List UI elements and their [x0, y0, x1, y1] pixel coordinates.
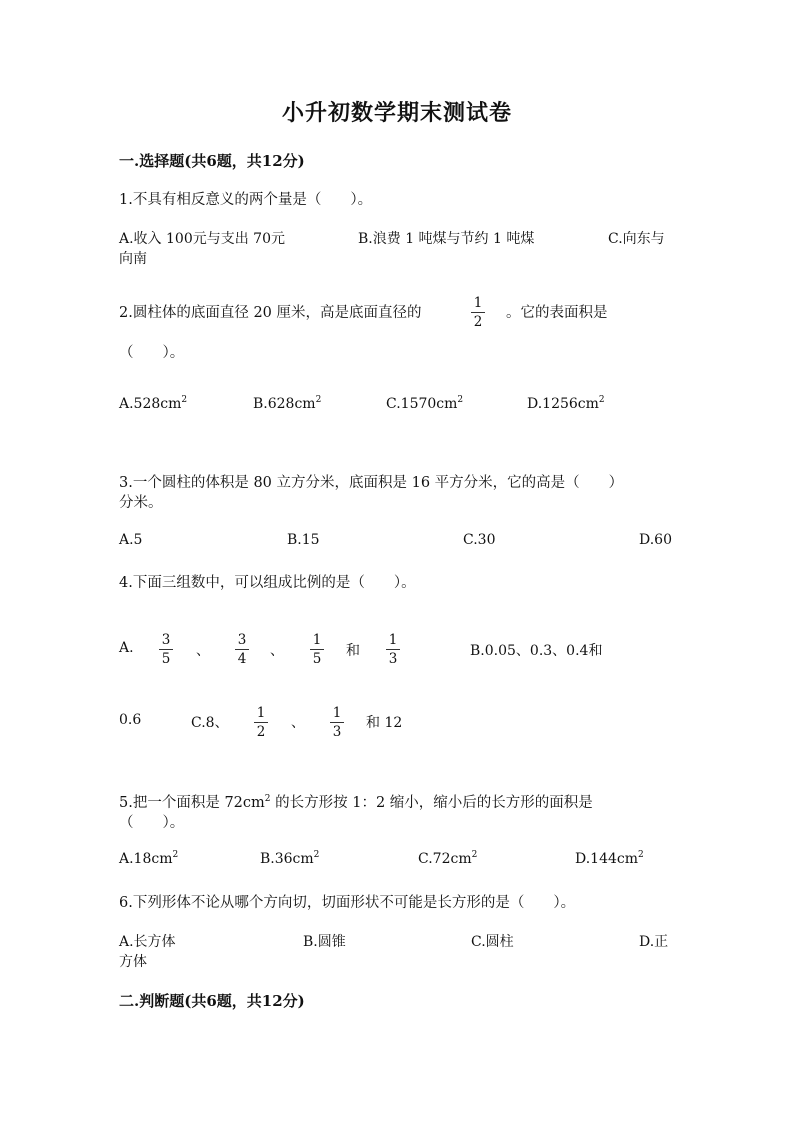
question-2-stem: 2.圆柱体的底面直径 20 厘米，高是底面直径的: [119, 305, 422, 321]
question-4-option-b: B.0.05、0.3、0.4和: [470, 643, 603, 659]
question-5-option-d: $D.144cm^2$: [575, 850, 644, 867]
question-4-option-c-end: 和 12: [366, 715, 403, 731]
question-6-stem: 6.下列形体不论从哪个方向切，切面形状不可能是长方形的是（ ）。: [119, 895, 576, 911]
question-3-option-c: C.30: [463, 532, 496, 548]
question-5-stem-line2: （ ）。: [119, 815, 185, 831]
separator: 、: [291, 715, 305, 731]
question-2-option-c: $C.1570cm^2$: [386, 395, 464, 412]
question-6-option-d: D.正: [639, 934, 669, 950]
section-header-choice: 一.选择题(共6题，共12分): [119, 152, 305, 170]
question-1-option-c: C.向东与: [608, 231, 665, 247]
question-4-option-b-wrap: 0.6: [119, 712, 142, 728]
page-title: 小升初数学期末测试卷: [281, 100, 512, 126]
fraction-numerator: 1: [473, 295, 483, 311]
question-4-option-a-fraction-1: 3 5: [154, 633, 178, 667]
question-6-option-b: B.圆锥: [303, 934, 346, 950]
question-2-stem-line2: （ ）。: [119, 345, 185, 361]
question-4-option-a-fraction-2: 3 4: [230, 633, 254, 667]
question-6-option-c: C.圆柱: [471, 934, 514, 950]
question-4-option-a-label: A.: [119, 640, 134, 656]
question-2-stem-end: 。它的表面积是: [506, 305, 608, 321]
question-2-fraction: [466, 296, 490, 330]
question-6-option-a: A.长方体: [119, 934, 176, 950]
and-word: 和: [346, 643, 360, 659]
question-5-option-c: $C.72cm^2$: [418, 850, 478, 867]
question-4-option-c-label: C.8、: [191, 715, 229, 731]
question-4-option-a-fraction-3: 1 5: [305, 633, 329, 667]
question-4-option-c-fraction-2: 1 3: [325, 706, 349, 740]
question-1-option-c-wrap: 向南: [119, 251, 147, 267]
question-3-option-d: D.60: [639, 532, 672, 548]
question-1-option-a: A.收入 100元与支出 70元: [119, 231, 285, 247]
question-3-stem-line2: 分米。: [119, 495, 163, 511]
question-3-option-b: B.15: [287, 532, 320, 548]
question-5-option-b: $B.36cm^2$: [260, 850, 320, 867]
question-1-stem: 1.不具有相反意义的两个量是（ ）。: [119, 192, 373, 208]
question-5-stem: 5.把一个面积是 $72cm^2$ 的长方形按 1：2 缩小，缩小后的长方形的面积是: [119, 794, 593, 811]
question-2-option-a: $A.528cm^2$: [119, 395, 188, 412]
question-6-option-d-wrap: 方体: [119, 954, 147, 970]
fraction-bar: [471, 312, 485, 313]
question-2-option-d: $D.1256cm^2$: [527, 395, 605, 412]
question-2-option-b: $B.628cm^2$: [253, 395, 322, 412]
question-4-option-a-fraction-4: 1 3: [381, 633, 405, 667]
separator: 、: [270, 643, 284, 659]
question-5-option-a: $A.18cm^2$: [119, 850, 179, 867]
question-3-stem: 3.一个圆柱的体积是 80 立方分米，底面积是 16 平方分米，它的高是（ ）: [119, 475, 624, 491]
separator: 、: [196, 643, 210, 659]
section-header-judgment: 二.判断题(共6题，共12分): [119, 992, 305, 1010]
question-3-option-a: A.5: [119, 532, 143, 548]
fraction-denominator: 2: [473, 314, 483, 330]
question-4-option-c-fraction-1: 1 2: [249, 706, 273, 740]
question-4-stem: 4.下面三组数中，可以组成比例的是（ ）。: [119, 575, 416, 591]
question-1-option-b: B.浪费 1 吨煤与节约 1 吨煤: [358, 231, 535, 247]
